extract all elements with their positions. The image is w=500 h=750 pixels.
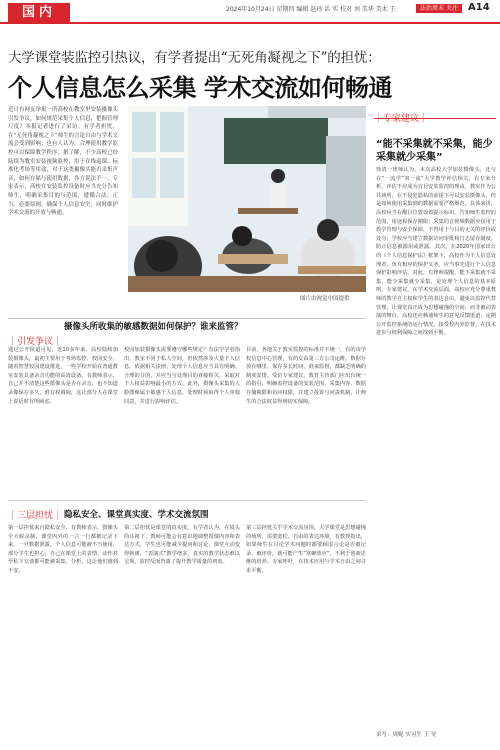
photo-caption: 图片由视觉中国提供 — [300, 296, 350, 302]
section2-column-3: 第三层担忧关乎学术交流氛围。大学课堂是思想碰撞的场所，需要宽松、自由的表达环境。有教授指出，如果师生在讨论学术问题时都要顾虑言论是否被记录、被评价，就可能产生“寒蝉效应”，不利于创新思维的培养。专家呼吁，在技术应用与学术自由之间寻求平衡。 — [246, 525, 366, 574]
edition-badge: 法治周末 关注 — [416, 4, 462, 13]
section1-label: ｜引发争议｜ — [8, 337, 63, 347]
page-number: A14 — [468, 2, 490, 13]
section2-title: 隐私安全、课堂真实度、学术交流氛围 — [64, 510, 209, 520]
subheadline: 大学课堂装监控引热议，有学者提出“无死角凝视之下”的担忧： — [8, 50, 381, 66]
section1-column-2: 校园加装摄像头需要遵守哪些规定？有法学学者指出，教室不同于私人空间，但依然涉及大量个人信息。依据相关法律，处理个人信息应当具有明确、合理的目的，并应当与处理目的直接相关，采取对个人权益影响最小的方式。此外，摄像头采集的人脸图像属于敏感个人信息，处理时须取得个人单独同意，并进行影响评估。 — [124, 347, 240, 405]
section-divider — [8, 318, 366, 319]
section2-column-1: 第一层担忧来自隐私安全。有教师表示，摄像头全天候录制，课堂内外的一言一行都被记录下来，一旦数据泄露，个人信息可能被不当使用。部分学生也担心，自己在课堂上的表情、动作甚至私下交谈都可能被采集、分析，这让他们感到不安。 — [8, 525, 118, 574]
section1-title: 摄像头所收集的敏感数据如何保护？谁来监管？ — [64, 322, 243, 332]
expert-section-header — [374, 106, 496, 124]
lead-paragraph: 近日有网友举报一所高校在教室里安装摄像头引发争议，如何规范采集个人信息、把握管理尺度？本报记者进行了采访。有学者担忧，在“无死角凝视之下”师生的言论自由与学术交流会受到影响；也有人认为，合理使用教学监控可以保障教学秩序。据了解，不少高校已经陆续为教室安装视频监控，用于在线巡课、标准化考场等用途，对于这类摄像头能否采集声音、如何存储与使用数据，各方说法不一。专家表示，高校在安装监控设备时应当充分告知师生，明确采集目的与范围，遵循合法、正当、必要原则，确保个人信息安全，同时维护学术交流的开放与畅通。 — [8, 107, 118, 217]
section2-column-2: 第二层担忧是课堂的真实度。有学者认为，在镜头的注视下，教师可能会有意识地调整授课内容和表达方式，学生也可能减少提问和讨论，课堂互动变得拘谨，“表演式”教学增多，真实的教学状态难以呈现，监控反而背离了提升教学质量的初衷。 — [124, 525, 240, 566]
section-tag: 国内 — [8, 3, 70, 22]
masthead-line: 2024年10月24日 星期四 编辑 赵玮 话 实 校对 刘 美华 美术 王 — [226, 6, 396, 13]
section2-label: ｜三层担忧｜ — [8, 511, 63, 521]
classroom-photo — [128, 106, 366, 292]
classroom-illustration — [128, 106, 366, 292]
expert-label: ｜专家建议｜ — [374, 114, 429, 124]
section-divider — [8, 500, 366, 501]
expert-title: “能不采集就不采集，能少采集就少采集” — [376, 139, 493, 163]
headline: 个人信息怎么采集 学术交流如何畅通 — [8, 74, 392, 102]
section1-column-1: 通过公开报道可见，近10多年来，高校陆续加装摄像头，最初主要用于考场监控、校园安全。随着智慧校园建设推进，一些学校开始在普通教室安装具备录音功能的高清设备。有教师表示，自己并不清楚这些摄像头是否在录音，也不知道录像保存多久、谁有权调阅，这让部分人在课堂上说话时有所顾虑。 — [8, 347, 118, 405]
author-credit: 采写：周妮 实习生 王 昊 — [376, 732, 437, 738]
expert-body: 徐清一律师认为，本次高校大学加装摄像头，还与在“一流学”双一流“大学教学评估相关，有专家分析，评估不应成为盲目安装监控的理由。教室作为公共场所，在不侵犯隐私的前提下可以安装摄像头，但是如何使用采集到的数据需要严格规范。具体来讲，高校应当在醒目位置设置提示标识，告知师生监控的范围、用途和保存期限；采集的音视频数据应仅用于教学管理与安全保障，不得用于与目的无关的评价或处分；学校应当建立数据访问审批和日志留存制度，防止信息被滥用或泄露。其次，在2020年国家出台的《个人信息保护法》框架下，高校作为个人信息处理者，负有相应的保护义务，应当事先进行个人信息保护影响评估。对此，有律师提醒，能不采集就不采集，能少采集就少采集，是处理个人信息的基本原则。专家建议，在学术交流层面，高校应充分尊重教师的教学自主权和学生的表达自由，避免以监控代替管理，让课堂真正成为思想碰撞的空间，而非被动表演的舞台。高校还应畅通师生的意见反馈渠道，定期公开监控系统的运行情况，接受校内外监督，在技术进步与权利保障之间找到平衡。 — [376, 167, 496, 337]
section1-column-3: 目前，各地关于教室监控的标准并不统一，有的由学校信息中心管理，有的交由第三方公司运维，数据存放在哪里、保存多长时间、谁来监督，都缺乏明确的制度安排。受访专家建议，教育主管部门应出台统一的指引，明确监控设备的安装范围、采集内容、数据存储期限和访问权限，并建立投诉与问责机制，让师生的合法权益得到切实保障。 — [246, 347, 366, 405]
page-header — [0, 0, 500, 24]
